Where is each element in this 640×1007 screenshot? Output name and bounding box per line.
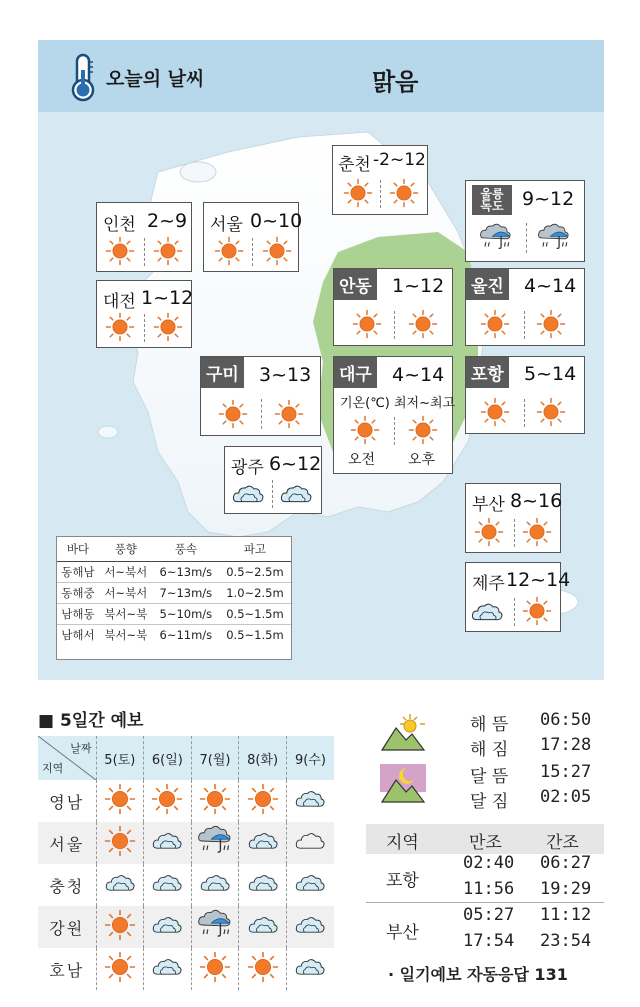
- forecast-cell: [144, 864, 192, 906]
- cloud-icon: [470, 599, 504, 625]
- forecast-cell: [239, 780, 287, 822]
- city-temp: 3~13: [259, 364, 312, 386]
- sun-icon: [247, 783, 279, 815]
- city-box-gwangju: [224, 446, 322, 514]
- city-name: 울진: [466, 269, 509, 300]
- day-header: 6(일): [144, 736, 192, 780]
- sun-icon: [104, 783, 136, 815]
- region-name: 호남: [49, 960, 85, 980]
- tide-region: 포항: [386, 871, 419, 891]
- sun-icon: [536, 309, 566, 339]
- temp-legend: 기온(℃) 최저~최고: [340, 396, 456, 411]
- city-name: 광주: [231, 458, 264, 478]
- sun-icon: [408, 309, 438, 339]
- city-box-incheon: [96, 202, 192, 272]
- city-temp: 5~14: [524, 363, 577, 385]
- sunrise-icon: [380, 712, 426, 752]
- table-row: [38, 822, 334, 864]
- sea-area: 동해중: [57, 583, 99, 604]
- sun-icon: [153, 236, 183, 266]
- city-box-jeju: [465, 562, 571, 632]
- forecast-cell: [191, 822, 239, 864]
- table-row: [57, 604, 291, 625]
- forecast-cell: [144, 822, 192, 864]
- overcast-icon: [294, 829, 326, 853]
- sun-icon: [343, 178, 373, 208]
- divider: [252, 238, 253, 266]
- forecast-title: ■ 5일간 예보: [38, 711, 144, 731]
- tide-header: 간조: [546, 833, 579, 853]
- table-row: [38, 780, 334, 822]
- sun-icon: [104, 951, 136, 983]
- cloud-icon: [231, 481, 265, 507]
- city-name: 서울: [210, 215, 243, 235]
- sea-header: 풍향: [99, 537, 153, 562]
- sun-icon: [104, 825, 136, 857]
- high-tide-time: 02:40: [463, 853, 515, 873]
- city-name: 대전: [103, 292, 136, 312]
- sun-icon: [352, 309, 382, 339]
- sunrise-time: 06:50: [540, 710, 592, 730]
- forecast-cell: [144, 948, 192, 990]
- city-temp: 1~12: [392, 275, 445, 297]
- sun-icon: [199, 783, 231, 815]
- cloud-icon: [151, 871, 183, 895]
- moonset-label: 달 짐: [470, 792, 509, 812]
- sun-icon: [105, 236, 135, 266]
- city-box-ulleung: [465, 180, 585, 262]
- cloud-icon: [294, 787, 326, 811]
- city-temp: 0~10: [250, 210, 303, 232]
- city-temp: 2~9: [147, 210, 188, 232]
- forecast-cell: [96, 906, 144, 948]
- cloud-icon: [199, 871, 231, 895]
- city-temp: 4~14: [524, 275, 577, 297]
- header-weather-summary: 맑음: [372, 68, 419, 96]
- city-box-pohang: [465, 356, 585, 434]
- city-box-daegu: [333, 356, 456, 474]
- rain-umbrella-icon: [197, 823, 233, 859]
- city-name: 인천: [103, 215, 136, 235]
- moonrise-label: 달 뜸: [470, 767, 509, 787]
- sun-icon: [153, 312, 183, 342]
- wave-height: 0.5~2.5m: [219, 562, 291, 583]
- divider: [524, 399, 525, 427]
- forecast-cell: [96, 948, 144, 990]
- wind-speed: 5~10m/s: [153, 604, 219, 625]
- cloud-icon: [294, 871, 326, 895]
- cloud-icon: [104, 871, 136, 895]
- sun-icon: [151, 783, 183, 815]
- forecast-cell: [286, 906, 334, 948]
- table-row: [38, 906, 334, 948]
- cloud-icon: [294, 955, 326, 979]
- region-name: 서울: [38, 822, 96, 864]
- forecast-cell: [239, 864, 287, 906]
- region-name: 충청: [49, 876, 85, 896]
- moonrise-icon: [380, 764, 426, 804]
- city-box-daejeon: [96, 280, 192, 348]
- city-name: 안동: [334, 269, 377, 300]
- sunset-time: 17:28: [540, 735, 592, 755]
- city-name: 구미: [201, 357, 244, 388]
- tide-region: 부산: [386, 923, 419, 943]
- rain-umbrella-icon: [536, 221, 572, 255]
- pm-label: 오후: [408, 452, 436, 468]
- sun-icon: [350, 415, 380, 445]
- sea-header: 파고: [219, 537, 291, 562]
- table-row: [57, 562, 291, 583]
- city-box-uljin: [465, 268, 585, 346]
- forecast-cell: [286, 948, 334, 990]
- sun-icon: [522, 596, 552, 626]
- city-name: 대구: [334, 357, 377, 388]
- forecast-cell: [96, 780, 144, 822]
- rain-umbrella-icon: [478, 221, 514, 255]
- cloud-icon: [247, 913, 279, 937]
- sea-conditions-table: [56, 536, 292, 660]
- city-box-chuncheon: [332, 145, 428, 215]
- forecast-cell: [286, 822, 334, 864]
- day-header: 8(화): [239, 736, 287, 780]
- table-row: [57, 625, 291, 646]
- sun-icon: [105, 312, 135, 342]
- sun-icon: [474, 517, 504, 547]
- sun-icon: [522, 517, 552, 547]
- city-name: 부산: [472, 495, 505, 515]
- region-name: 강원: [38, 906, 96, 948]
- city-temp: 4~14: [392, 364, 445, 386]
- city-temp: 1~12: [141, 287, 194, 309]
- day-header: 9(수): [286, 736, 334, 780]
- low-tide-time: 06:27: [540, 853, 592, 873]
- city-box-gumi: [200, 356, 321, 436]
- forecast-cell: [239, 906, 287, 948]
- divider: [144, 314, 145, 342]
- cloud-icon: [151, 955, 183, 979]
- low-tide-time: 11:12: [540, 905, 592, 925]
- forecast-cell: [191, 948, 239, 990]
- day-header: 5(토): [96, 736, 144, 780]
- sea-area: 남해동: [57, 604, 99, 625]
- wind-direction: 서~북서: [99, 583, 153, 604]
- divider: [524, 311, 525, 339]
- wave-height: 1.0~2.5m: [219, 583, 291, 604]
- wind-speed: 7~13m/s: [153, 583, 219, 604]
- sun-icon: [536, 397, 566, 427]
- divider: [514, 598, 515, 626]
- sun-icon: [262, 236, 292, 266]
- sea-area: 남해서: [61, 628, 95, 642]
- forecast-cell: [96, 864, 144, 906]
- sunset-label: 해 짐: [470, 740, 509, 760]
- cloud-icon: [247, 871, 279, 895]
- tide-header: 지역: [386, 833, 419, 853]
- corner-date-label: 날짜: [70, 742, 92, 755]
- city-name: 춘천: [338, 155, 371, 175]
- sun-icon: [480, 309, 510, 339]
- low-tide-time: 23:54: [540, 931, 592, 951]
- day-header: 7(월): [191, 736, 239, 780]
- moonset-time: 02:05: [540, 787, 592, 807]
- moonrise-time: 15:27: [540, 762, 592, 782]
- high-tide-time: 05:27: [463, 905, 515, 925]
- sunrise-label: 해 뜸: [470, 715, 509, 735]
- forecast-cell: [239, 948, 287, 990]
- wind-direction: 북서~북: [104, 628, 148, 642]
- corner-region-label: 지역: [42, 762, 64, 775]
- sea-area: 동해남: [57, 562, 99, 583]
- am-label: 오전: [348, 452, 376, 468]
- city-temp: 12~14: [506, 569, 571, 591]
- forecast-table: [38, 736, 334, 990]
- city-temp: 9~12: [522, 188, 575, 210]
- wind-direction: 서~북서: [99, 562, 153, 583]
- sea-header: 풍속: [153, 537, 219, 562]
- divider: [366, 902, 604, 903]
- forecast-cell: [286, 864, 334, 906]
- divider: [394, 311, 395, 339]
- divider: [380, 180, 381, 208]
- wind-direction: 북서~북: [99, 604, 153, 625]
- city-name: 포항: [466, 357, 509, 388]
- sun-icon: [247, 951, 279, 983]
- thermometer-icon: [68, 52, 98, 102]
- forecast-cell: [144, 780, 192, 822]
- city-box-busan: [465, 483, 561, 553]
- low-tide-time: 19:29: [540, 879, 592, 899]
- table-row: [38, 948, 334, 990]
- footer-phone-note: · 일기예보 자동응답 131: [388, 965, 568, 984]
- sun-icon: [480, 397, 510, 427]
- city-name: 울릉 독도: [472, 185, 512, 215]
- cloud-icon: [151, 829, 183, 853]
- divider: [394, 417, 395, 445]
- table-row: [57, 583, 291, 604]
- wind-speed: 6~11m/s: [159, 628, 213, 642]
- cloud-icon: [294, 913, 326, 937]
- sun-icon: [274, 399, 304, 429]
- forecast-cell: [96, 822, 144, 864]
- divider: [526, 223, 527, 253]
- high-tide-time: 17:54: [463, 931, 515, 951]
- divider: [272, 480, 273, 508]
- sun-icon: [218, 399, 248, 429]
- sun-icon: [389, 178, 419, 208]
- divider: [514, 519, 515, 547]
- high-tide-time: 11:56: [463, 879, 515, 899]
- sun-icon: [214, 236, 244, 266]
- wind-speed: 6~13m/s: [153, 562, 219, 583]
- city-temp: 8~16: [510, 490, 563, 512]
- forecast-cell: [191, 906, 239, 948]
- sun-icon: [199, 951, 231, 983]
- cloud-icon: [247, 829, 279, 853]
- region-name: 영남: [49, 792, 85, 812]
- forecast-cell: [144, 906, 192, 948]
- forecast-cell: [239, 822, 287, 864]
- sun-icon: [104, 909, 136, 941]
- cloud-icon: [151, 913, 183, 937]
- table-row: [38, 864, 334, 906]
- divider: [261, 399, 262, 429]
- forecast-cell: [191, 780, 239, 822]
- tide-header: 만조: [469, 833, 502, 853]
- wave-height: 0.5~1.5m: [219, 604, 291, 625]
- corner-cell: [38, 736, 96, 780]
- cloud-icon: [279, 481, 313, 507]
- city-box-andong: [333, 268, 453, 346]
- forecast-cell: [191, 864, 239, 906]
- city-name: 제주: [472, 574, 505, 594]
- rain-umbrella-icon: [197, 907, 233, 943]
- city-temp: -2~12: [373, 150, 426, 170]
- divider: [144, 238, 145, 266]
- forecast-cell: [286, 780, 334, 822]
- sun-icon: [408, 415, 438, 445]
- city-box-seoul: [203, 202, 303, 272]
- city-temp: 6~12: [269, 453, 322, 475]
- wave-height: 0.5~1.5m: [226, 628, 284, 642]
- sea-header: 바다: [57, 537, 99, 562]
- header-title: 오늘의 날씨: [106, 68, 205, 90]
